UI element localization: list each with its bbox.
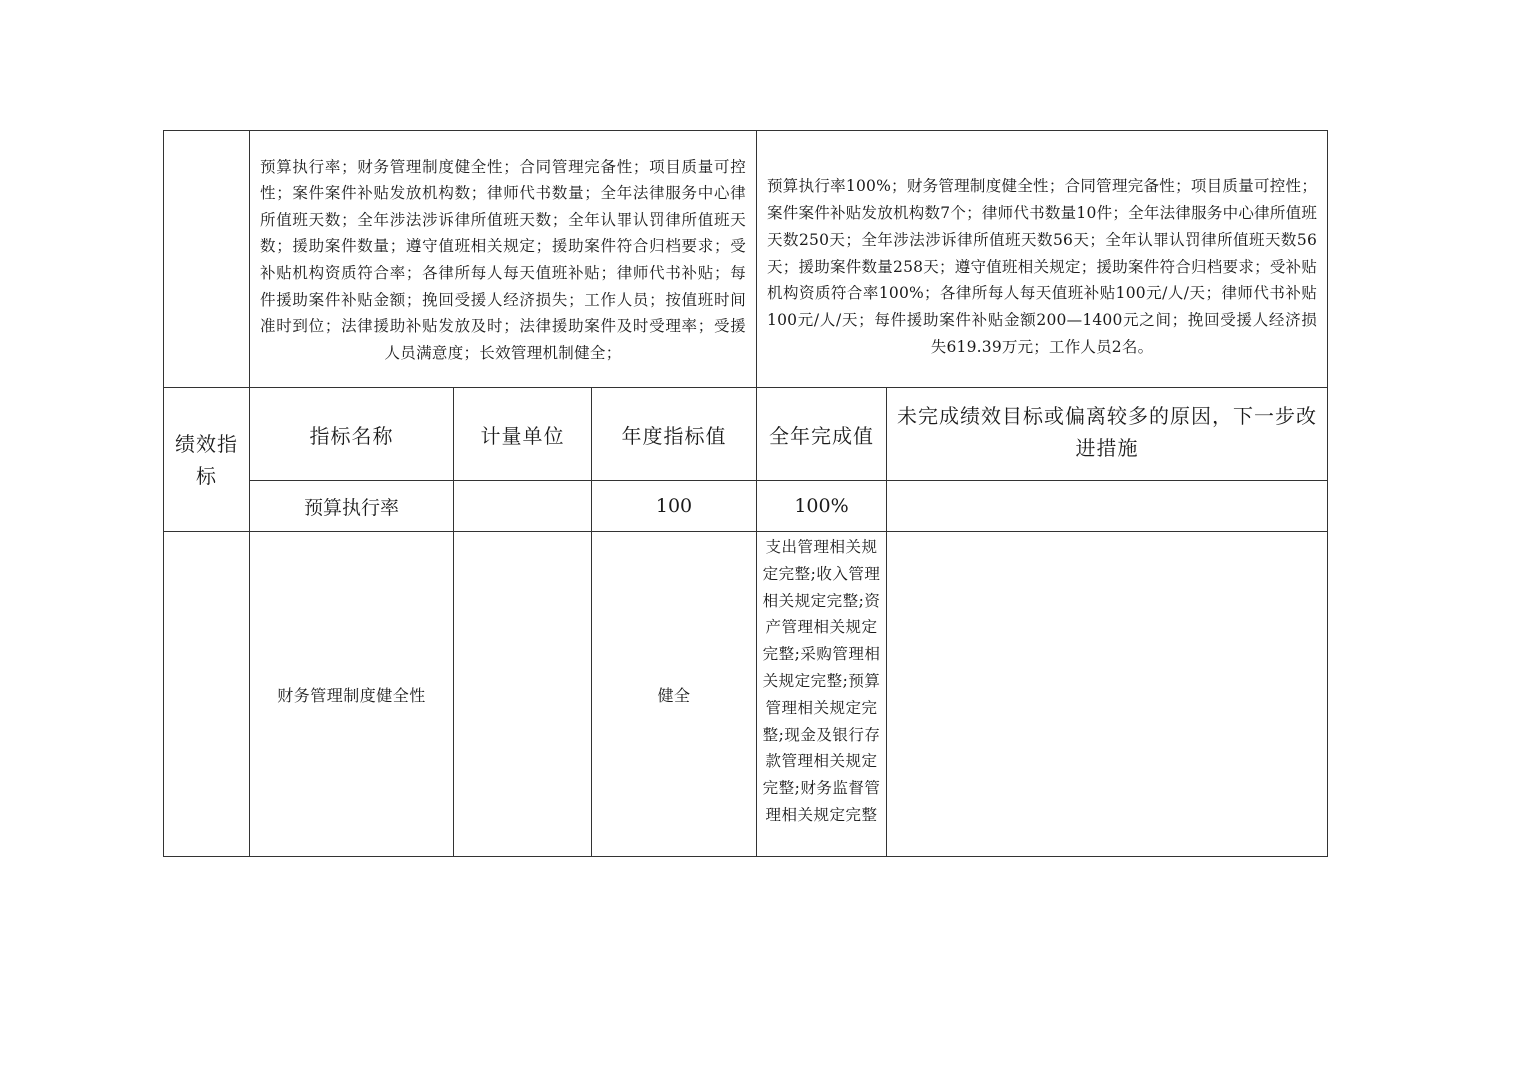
row-annual-target: 100 [592,481,757,532]
summary-completion-cell: 预算执行率100%；财务管理制度健全性；合同管理完备性；项目质量可控性；案件案件补贴发放机构数7个；律师代书数量10件；全年法律服务中心律所值班天数250天；全年涉法涉诉律所值班天数56天；全年认罪认罚律所值班天数56天；援助案件数量258天；遵守值班相关规定；援助案件符合归档要求；受补贴机构资质符合率100%；各律所每人每天值班补贴100元/人/天；律师代书补贴100元/人/天；每件援助案件补贴金额200—1400元之间；挽回受援人经济损失619.39万元；工作人员2名。 [757,131,1328,388]
performance-table [163,130,1328,857]
summary-side-cell [164,131,250,388]
row-unit [454,532,592,857]
summary-indicators-cell: 预算执行率；财务管理制度健全性；合同管理完备性；项目质量可控性；案件案件补贴发放机构数；律师代书数量；全年法律服务中心律所值班天数；全年涉法涉诉律所值班天数；全年认罪认罚律所值班天数；援助案件数量；遵守值班相关规定；援助案件符合归档要求；受补贴机构资质符合率；各律所每人每天值班补贴；律师代书补贴；每件援助案件补贴金额；挽回受援人经济损失；工作人员；按值班时间准时到位；法律援助补贴发放及时；法律援助案件及时受理率；受援人员满意度；长效管理机制健全； [250,131,757,388]
header-actual: 全年完成值 [757,388,887,481]
row-indicator-name: 财务管理制度健全性 [250,532,454,857]
header-reason: 未完成绩效目标或偏离较多的原因，下一步改进措施 [887,388,1328,481]
table-row [164,481,1328,532]
performance-indicators-label: 绩效指标 [164,388,250,532]
row-actual: 支出管理相关规定完整;收入管理相关规定完整;资产管理相关规定完整;采购管理相关规定完整;预算管理相关规定完整;现金及银行存款管理相关规定完整;财务监督管理相关规定完整 [757,532,887,857]
row-side-cell [164,532,250,857]
header-indicator-name: 指标名称 [250,388,454,481]
table-row [164,532,1328,857]
header-row [164,388,1328,481]
header-annual-target: 年度指标值 [592,388,757,481]
row-reason [887,532,1328,857]
row-indicator-name: 预算执行率 [250,481,454,532]
row-actual: 100% [757,481,887,532]
summary-row [164,131,1328,388]
row-reason [887,481,1328,532]
header-unit: 计量单位 [454,388,592,481]
row-unit [454,481,592,532]
row-annual-target: 健全 [592,532,757,857]
